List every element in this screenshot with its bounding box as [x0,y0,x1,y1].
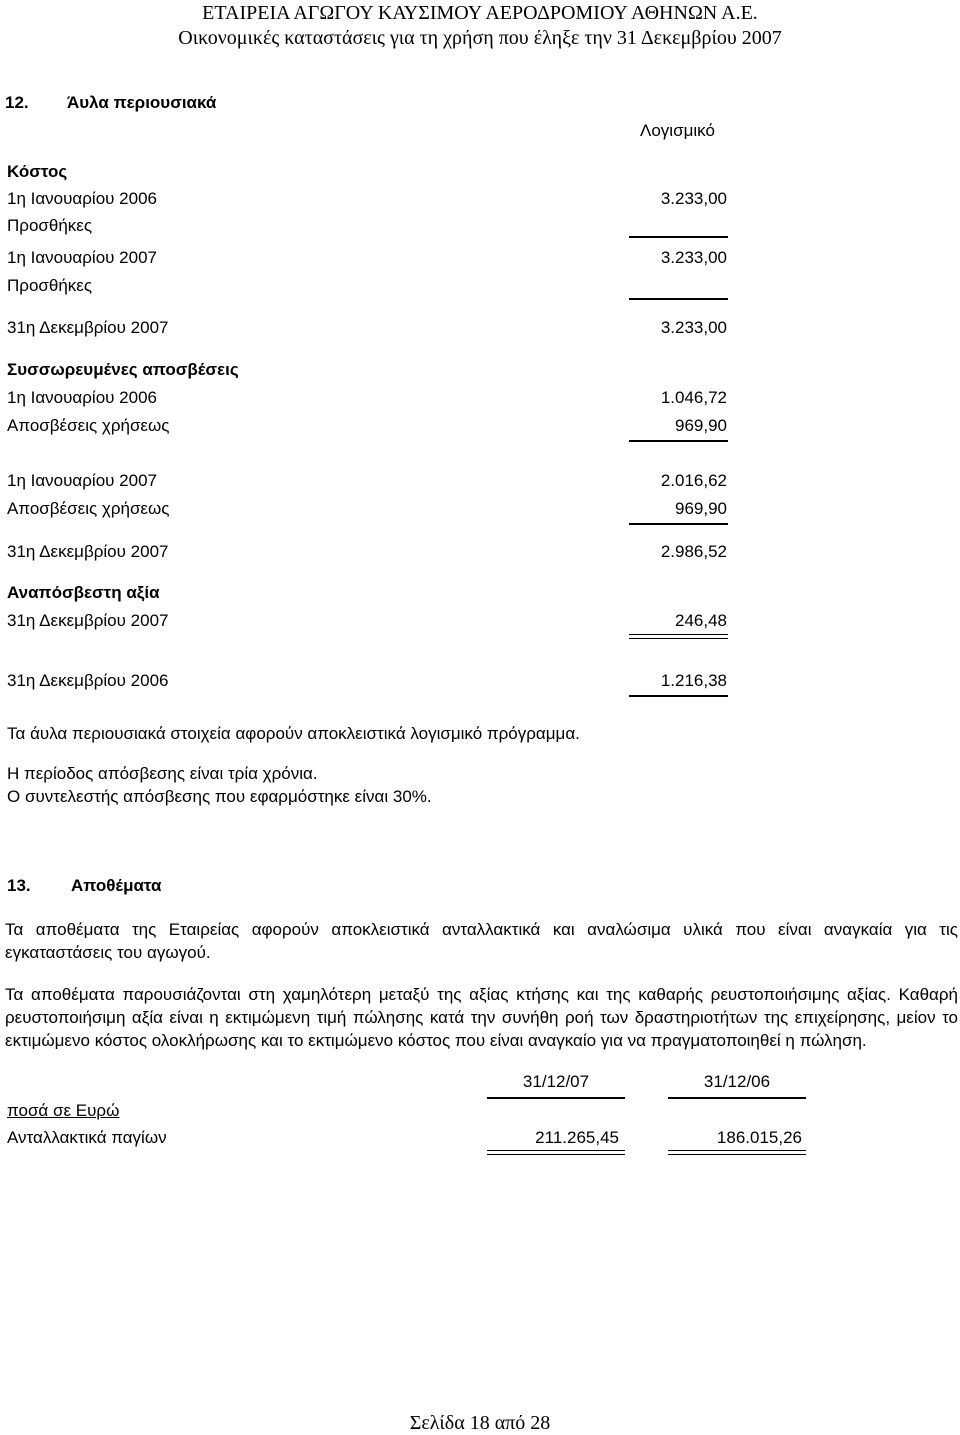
total-double-rule [487,1150,625,1155]
spare-parts-value-2007: 211.265,45 [535,1128,619,1147]
note-12-number: 12. [5,93,29,112]
document-subtitle: Οικονομικές καταστάσεις για τη χρήση που έληξε την 31 Δεκεμβρίου 2007 [178,27,782,49]
note-text: Ο συντελεστής απόσβεσης που εφαρμόστηκε είναι 30%. [7,787,432,806]
cost-row-label: 1η Ιανουαρίου 2006 [7,189,158,208]
page-number: Σελίδα 18 από 28 [409,1412,551,1434]
column-header-2006: 31/12/06 [703,1072,771,1091]
net-value-heading: Αναπόσβεστη αξία [7,583,160,602]
depreciation-row-label: Αποσβέσεις χρήσεως [7,416,170,435]
depreciation-row-value: 1.046,72 [660,388,727,407]
depreciation-row-label: 1η Ιανουαρίου 2007 [7,471,158,490]
column-header-2007: 31/12/07 [522,1072,590,1091]
net-value-row-label: 31η Δεκεμβρίου 2007 [7,611,169,630]
net-value-row-label: 31η Δεκεμβρίου 2006 [7,671,169,690]
net-value-row-value: 1.216,38 [660,671,727,690]
total-rule [629,695,728,697]
column-header-rule [668,1097,806,1099]
column-header-rule [487,1097,625,1099]
cost-row-value: 3.233,00 [660,189,727,208]
note-text: Η περίοδος απόσβεσης είναι τρία χρόνια. [7,764,318,783]
inventory-paragraph-1: Τα αποθέματα της Εταιρείας αφορούν αποκλειστικά ανταλλακτικά και αναλώσιμα υλικά που είναι αναγκαία για τις εγκαταστάσεις του αγωγού. [5,920,958,962]
currency-unit-label: ποσά σε Ευρώ [7,1101,120,1120]
depreciation-heading: Συσσωρευμένες αποσβέσεις [7,360,239,379]
subtotal-rule [629,440,728,442]
net-value-row-value: 246,48 [675,611,727,630]
depreciation-row-label: 31η Δεκεμβρίου 2007 [7,542,169,561]
depreciation-row-label: 1η Ιανουαρίου 2006 [7,388,158,407]
depreciation-row-value: 2.986,52 [660,542,727,561]
total-double-rule [668,1150,806,1155]
cost-row-label: Προσθήκες [7,216,93,235]
cost-row-value: 3.233,00 [660,318,727,337]
note-text: Τα άυλα περιουσιακά στοιχεία αφορούν αποκλειστικά λογισμικό πρόγραμμα. [7,724,580,743]
subtotal-rule [629,523,728,525]
cost-row-label: 31η Δεκεμβρίου 2007 [7,318,169,337]
company-name: ΕΤΑΙΡΕΙΑ ΑΓΩΓΟΥ ΚΑΥΣΙΜΟΥ ΑΕΡΟΔΡΟΜΙΟΥ ΑΘΗΝΩΝ Α.Ε. [202,2,758,24]
note-12-title: Άυλα περιουσιακά [67,93,217,112]
subtotal-rule [629,236,728,238]
depreciation-row-label: Αποσβέσεις χρήσεως [7,499,170,518]
cost-row-value: 3.233,00 [660,248,727,267]
cost-row-label: 1η Ιανουαρίου 2007 [7,248,158,267]
inventory-paragraph-2: Τα αποθέματα παρουσιάζονται στη χαμηλότερη μεταξύ της αξίας κτήσης και της καθαρής ρευστοποιήσιμης αξίας. Καθαρή ρευστοποιήσιμη αξία είναι η εκτιμώμενη τιμή πώλησης κατά την συνήθη ροή των δραστηριοτήτων της επιχείρησης, μείον το εκτιμώμενο κόστος ολοκλήρωσης και το εκτιμώμενο κόστος που είναι αναγκαίο για να πραγματοποιηθεί η πώληση. [5,985,958,1050]
subtotal-rule [629,298,728,300]
cost-heading: Κόστος [7,162,68,181]
depreciation-row-value: 2.016,62 [660,471,727,490]
cost-row-label: Προσθήκες [7,276,93,295]
column-header-software: Λογισμικό [640,121,715,140]
spare-parts-value-2006: 186.015,26 [716,1128,802,1147]
note-13-title: Αποθέματα [71,876,162,895]
total-double-rule [629,634,728,639]
depreciation-row-value: 969,90 [675,499,727,518]
note-13-number: 13. [7,876,31,895]
depreciation-row-value: 969,90 [675,416,727,435]
spare-parts-label: Ανταλλακτικά παγίων [7,1128,167,1147]
